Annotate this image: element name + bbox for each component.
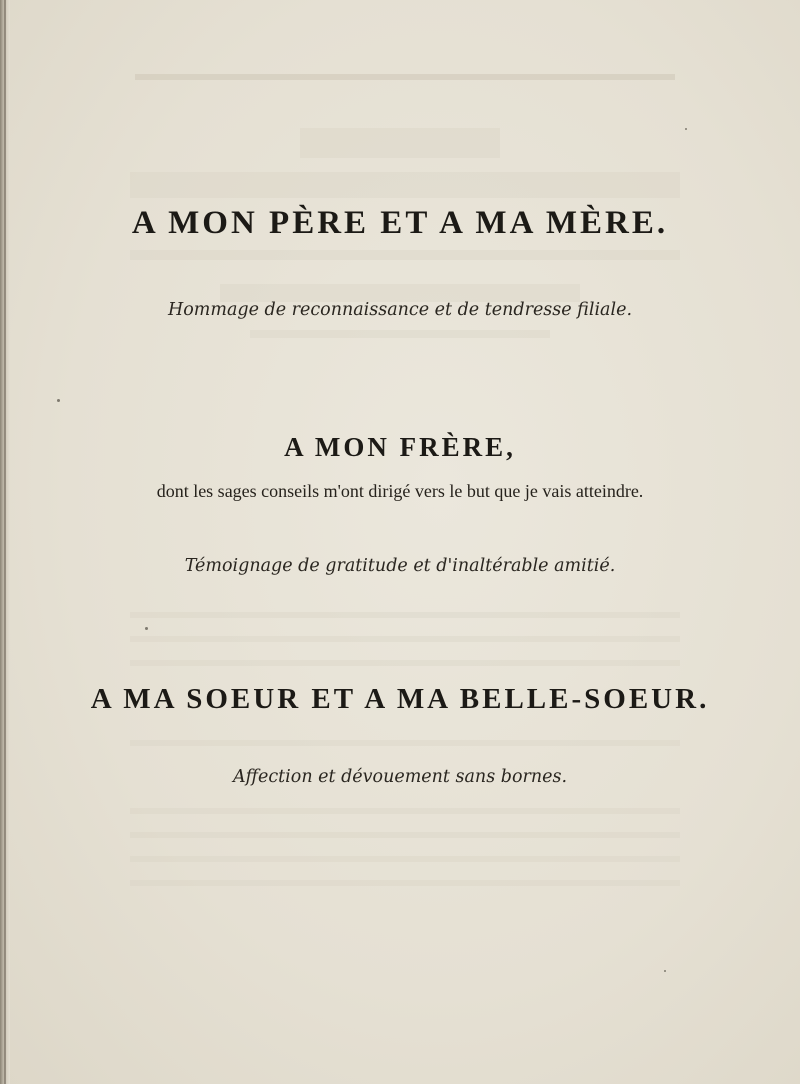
paper-speck: [664, 970, 666, 972]
bleed-through-mark: [130, 172, 680, 198]
bleed-through-mark: [250, 330, 550, 338]
bleed-through-mark: [130, 856, 680, 862]
bleed-through-mark: [130, 250, 680, 260]
bleed-through-mark: [130, 740, 680, 746]
dedication-heading: A MA SOEUR ET A MA BELLE-SOEUR.: [90, 683, 710, 715]
dedication-parents-line: [0, 300, 800, 320]
paper-speck: [57, 399, 60, 402]
dedication-heading: A MON FRÈRE,: [284, 432, 516, 462]
dedication-sisters-line: [0, 767, 800, 787]
bleed-through-mark: [130, 660, 680, 666]
dedication-italic-line: Affection et dévouement sans bornes.: [232, 767, 568, 787]
dedication-brother: [0, 432, 800, 463]
dedication-heading: A MON PÈRE ET A MA MÈRE.: [131, 205, 669, 241]
bleed-through-mark: [300, 128, 500, 158]
bleed-through-mark: [130, 808, 680, 814]
dedication-parents: [0, 205, 800, 242]
dedication-brother-line: [0, 481, 800, 502]
bleed-through-mark: [130, 832, 680, 838]
page-binding-line: [4, 0, 6, 1084]
dedication-text-line: dont les sages conseils m'ont dirigé vers le but que je vais atteindre.: [156, 481, 644, 501]
bleed-through-rule: [135, 74, 675, 80]
paper-speck: [145, 627, 148, 630]
bleed-through-mark: [130, 636, 680, 642]
bleed-through-mark: [130, 880, 680, 886]
dedication-brother-line: [0, 556, 800, 576]
dedication-italic-line: Témoignage de gratitude et d'inaltérable amitié.: [184, 556, 616, 576]
dedication-italic-line: Hommage de reconnaissance et de tendresse filiale.: [167, 300, 633, 320]
dedication-sisters: [0, 683, 800, 716]
paper-speck: [685, 128, 687, 130]
bleed-through-mark: [130, 612, 680, 618]
